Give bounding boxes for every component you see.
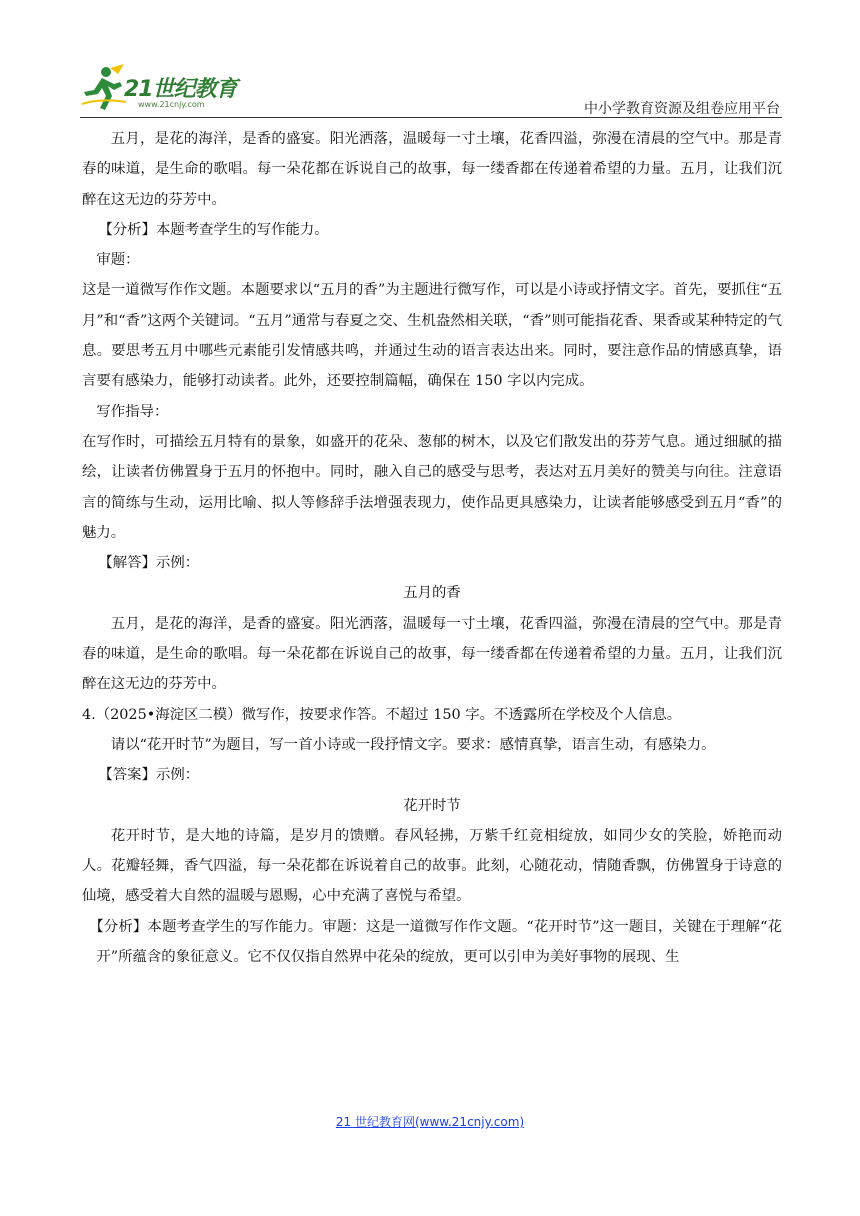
runner-icon bbox=[80, 64, 130, 114]
logo-url: www.21cnjy.com bbox=[138, 100, 205, 109]
logo bbox=[80, 62, 270, 118]
page-header bbox=[80, 62, 780, 118]
answer-label: 【答案】示例： bbox=[98, 767, 200, 784]
paragraph: 五月，是花的海洋，是香的盛宴。阳光洒落，温暖每一寸土壤，花香四溢，弥漫在清晨的空气中。那是青春的味道，是生命的歌唱。每一朵花都在诉说自己的故事，每一缕香都在传递着希望的力量。五月，让我们沉醉在这无边的芬芳中。 bbox=[82, 131, 782, 208]
essay-title: 五月的香 bbox=[403, 585, 461, 602]
section-label: 写作指导： bbox=[96, 403, 169, 420]
analysis-label: 【分析】本题考查学生的写作能力。 bbox=[98, 221, 329, 238]
analysis-paragraph: 【分析】本题考查学生的写作能力。审题：这是一道微写作作文题。“花开时节”这一题目，关键在于理解“花开”所蕴含的象征意义。它不仅仅指自然界中花朵的绽放，更可以引申为美好事物的展现、生 bbox=[89, 918, 782, 966]
section-label: 审题： bbox=[96, 252, 140, 269]
page-footer bbox=[0, 1113, 860, 1130]
question-stem: 4.（2025•海淀区二模）微写作，按要求作答。不超过 150 字。不透露所在学校及个人信息。 bbox=[82, 706, 682, 723]
answer-label: 【解答】示例： bbox=[98, 555, 200, 572]
paragraph: 这是一道微写作作文题。本题要求以“五月的香”为主题进行微写作，可以是小诗或抒情文字。首先，要抓住“五月”和“香”这两个关键词。“五月”通常与春夏之交、生机盎然相关联，“香”则可能指花香、果香或某种特定的气息。要思考五月中哪些元素能引发情感共鸣，并通过生动的语言表达出来。同时，要注意作品的情感真挚，语言要有感染力，能够打动读者。此外，还要控制篇幅，确保在 150 字以内完成。 bbox=[82, 282, 782, 390]
paragraph: 五月，是花的海洋，是香的盛宴。阳光洒落，温暖每一寸土壤，花香四溢，弥漫在清晨的空气中。那是青春的味道，是生命的歌唱。每一朵花都在诉说自己的故事，每一缕香都在传递着希望的力量。五月，让我们沉醉在这无边的芬芳中。 bbox=[82, 615, 782, 693]
header-divider bbox=[80, 117, 782, 118]
paragraph: 花开时节，是大地的诗篇，是岁月的馈赠。春风轻拂，万紫千红竞相绽放，如同少女的笑脸，娇艳而动人。花瓣轻舞，香气四溢，每一朵花都在诉说着自己的故事。此刻，心随花动，情随香飘，仿佛置身于诗意的仙境，感受着大自然的温暖与恩赐，心中充满了喜悦与希望。 bbox=[82, 827, 782, 905]
platform-name: 中小学教育资源及组卷应用平台 bbox=[584, 101, 780, 117]
logo-text: 21世纪教育 bbox=[124, 77, 237, 102]
paragraph: 在写作时，可描绘五月特有的景象，如盛开的花朵、葱郁的树木，以及它们散发出的芬芳气息。通过细腻的描绘，让读者仿佛置身于五月的怀抱中。同时，融入自己的感受与思考，表达对五月美好的赞美与向往。注意语言的简练与生动，运用比喻、拟人等修辞手法增强表现力，使作品更具感染力，让读者能够感受到五月“香”的魅力。 bbox=[82, 433, 782, 541]
document-body bbox=[82, 124, 782, 972]
essay-title: 花开时节 bbox=[403, 797, 461, 814]
footer-link[interactable]: 21 世纪教育网(www.21cnjy.com) bbox=[335, 1115, 525, 1129]
question-prompt: 请以“花开时节”为题目，写一首小诗或一段抒情文字。要求：感情真挚，语言生动，有感染力。 bbox=[110, 736, 716, 753]
